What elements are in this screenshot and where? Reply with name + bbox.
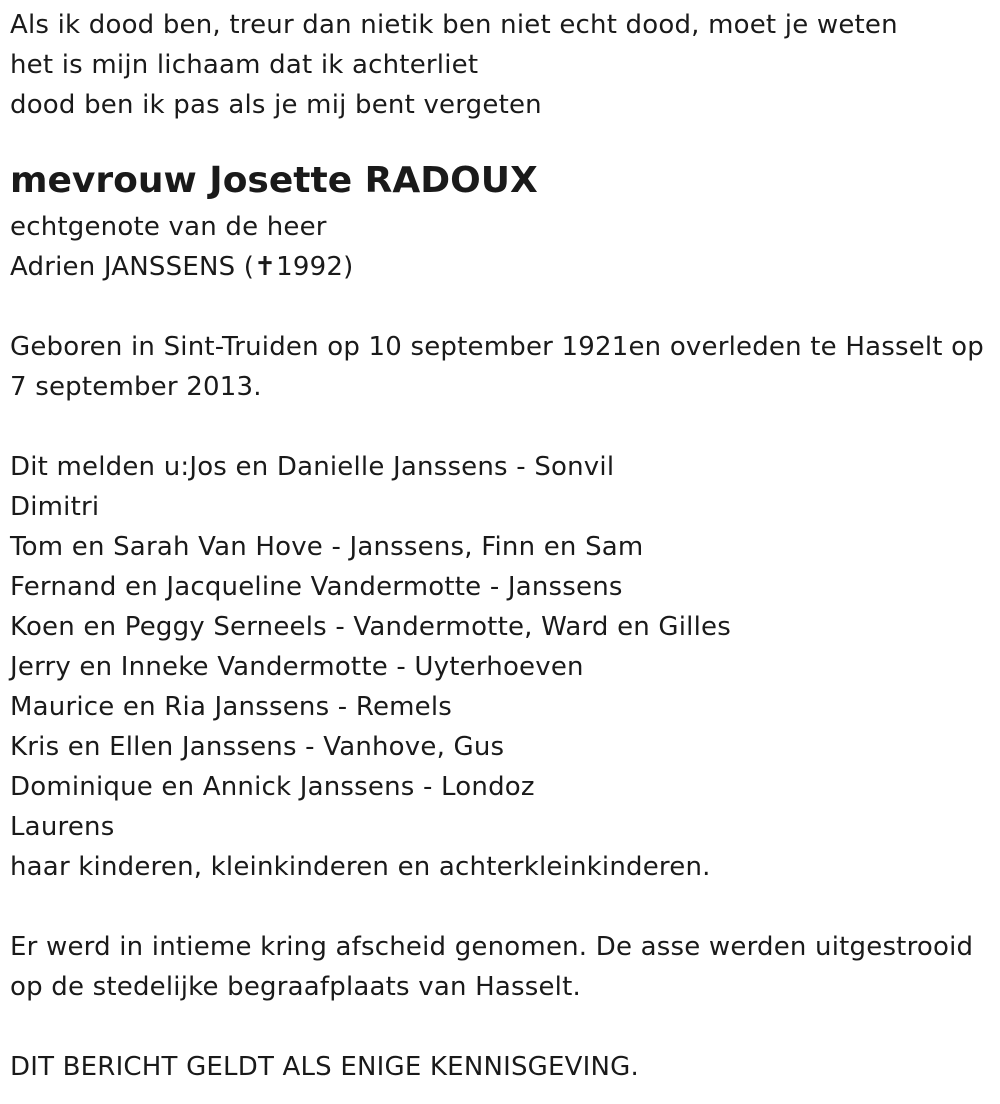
announcers-list	[10, 447, 995, 887]
farewell-line: op de stedelijke begraafplaats van Hasselt.	[10, 972, 581, 1002]
spouse-line	[10, 247, 995, 287]
announcer-line: Dimitri	[10, 492, 100, 522]
farewell-line: Er werd in intieme kring afscheid genomen. De asse werden uitgestrooid	[10, 932, 974, 962]
death-notice	[10, 5, 995, 1087]
closing-statement	[10, 1047, 995, 1087]
announcer-line: Fernand en Jacqueline Vandermotte - Janssens	[10, 572, 623, 602]
poem-line: dood ben ik pas als je mij bent vergeten	[10, 90, 542, 120]
announcer-line: Laurens	[10, 812, 115, 842]
birth-death-line: Geboren in Sint-Truiden op 10 september 1921en overleden te Hasselt op	[10, 332, 984, 362]
announcer-line: Jerry en Inneke Vandermotte - Uyterhoeven	[10, 652, 584, 682]
announcer-line: Dominique en Annick Janssens - Londoz	[10, 772, 535, 802]
announcer-line: Dit melden u:Jos en Danielle Janssens - Sonvil	[10, 452, 615, 482]
spouse-death-year: 1992)	[276, 252, 354, 282]
birth-death-info	[10, 327, 995, 407]
birth-death-line: 7 september 2013.	[10, 372, 262, 402]
spouse-intro: echtgenote van de heer	[10, 212, 327, 242]
poem	[10, 5, 995, 125]
spouse-info	[10, 207, 995, 287]
poem-line: het is mijn lichaam dat ik achterliet	[10, 50, 479, 80]
announcer-line: haar kinderen, kleinkinderen en achterkleinkinderen.	[10, 852, 711, 882]
closing-line: DIT BERICHT GELDT ALS ENIGE KENNISGEVING.	[10, 1052, 639, 1082]
announcer-line: Koen en Peggy Serneels - Vandermotte, Ward en Gilles	[10, 612, 731, 642]
deceased-name: mevrouw Josette RADOUX	[10, 160, 538, 201]
cross-icon: ✝	[254, 252, 277, 282]
announcer-line: Kris en Ellen Janssens - Vanhove, Gus	[10, 732, 505, 762]
farewell-info	[10, 927, 995, 1007]
poem-line: Als ik dood ben, treur dan nietik ben niet echt dood, moet je weten	[10, 10, 898, 40]
announcer-line: Maurice en Ria Janssens - Remels	[10, 692, 453, 722]
spouse-name: Adrien JANSSENS (	[10, 252, 255, 282]
announcer-line: Tom en Sarah Van Hove - Janssens, Finn en Sam	[10, 532, 644, 562]
